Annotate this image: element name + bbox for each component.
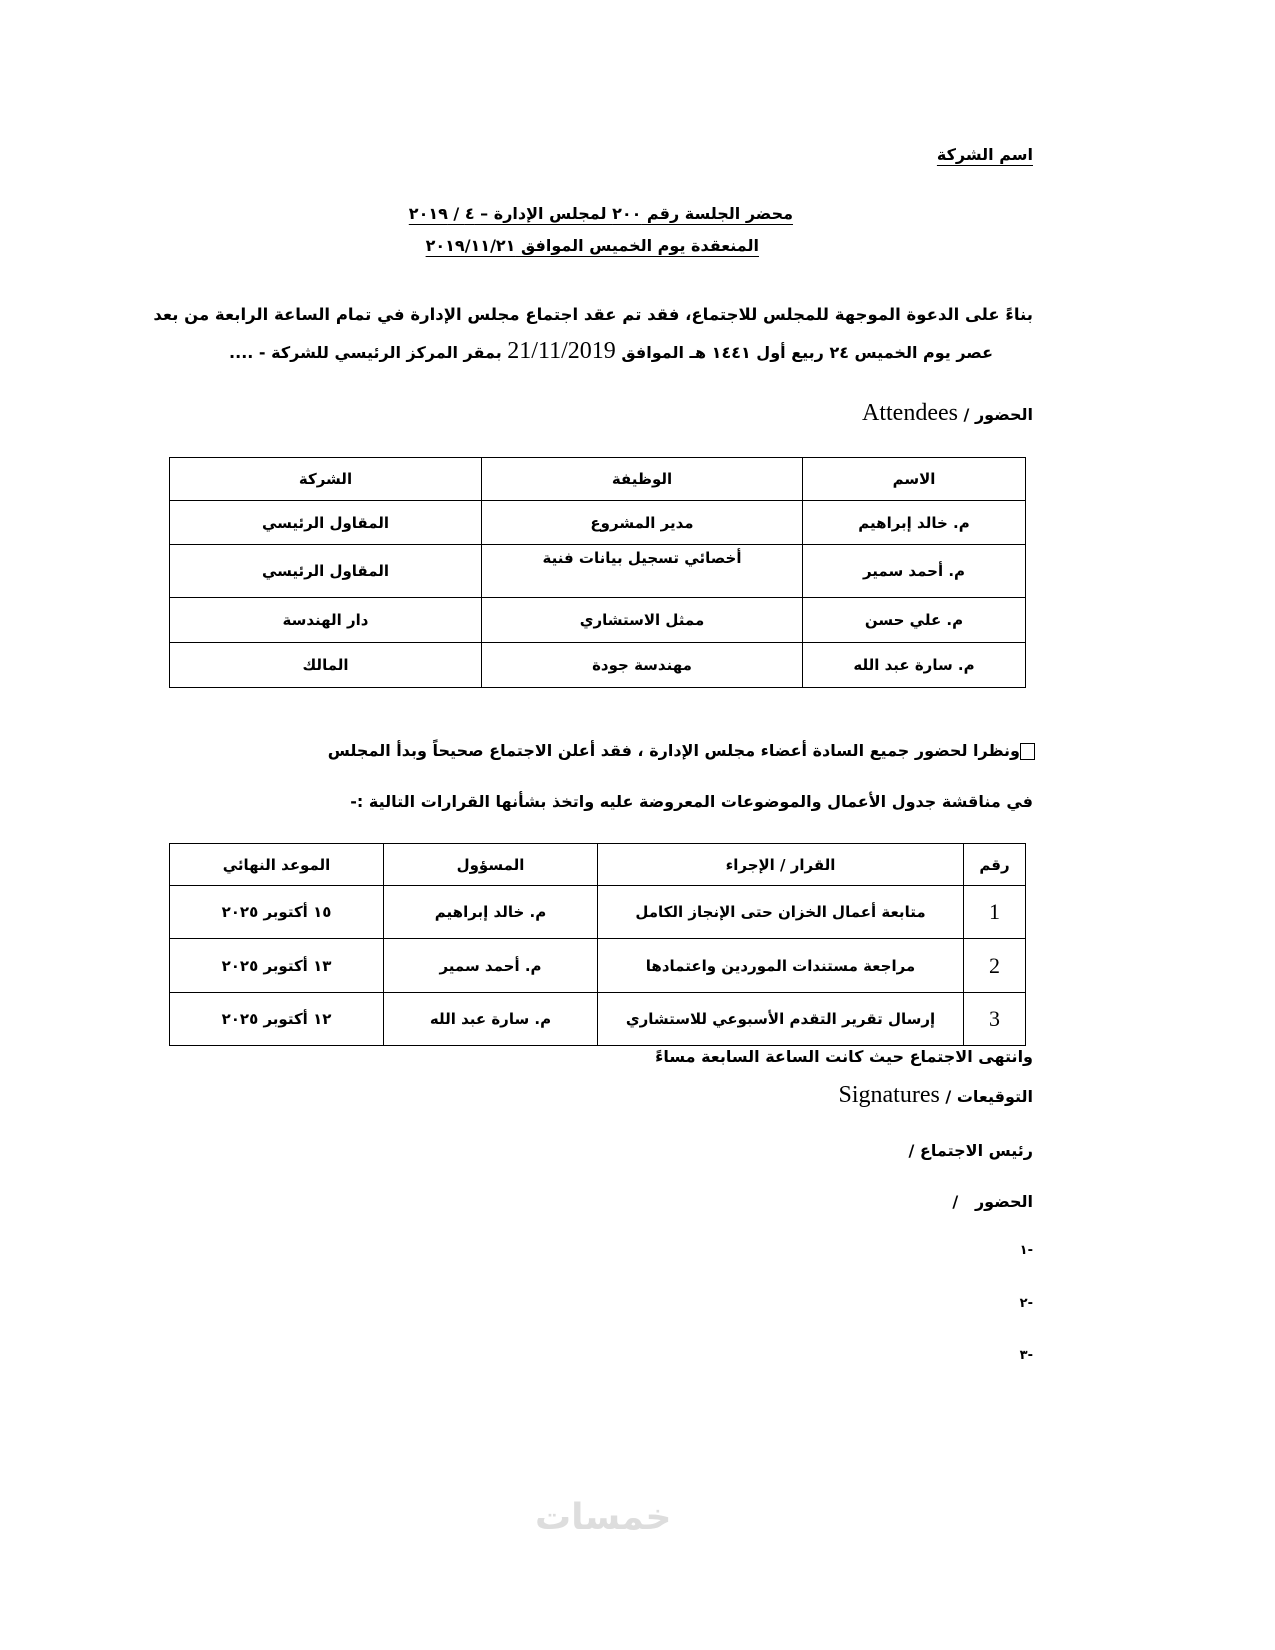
title-line-1: محضر الجلسة رقم ٢٠٠ لمجلس الإدارة – ٤ / ٢٠١٩ — [408, 204, 793, 223]
attendees-heading — [862, 400, 1033, 427]
cell: 1 — [964, 886, 1026, 939]
cell: المقاول الرئيسي — [170, 545, 482, 598]
cell: ١٢ أكتوبر ٢٠٢٥ — [170, 993, 384, 1046]
cell: إرسال تقرير التقدم الأسبوعي للاستشاري — [598, 993, 964, 1046]
intro-text-2: بمقر المركز الرئيسي للشركة - .... — [229, 343, 502, 362]
table-row — [170, 501, 1026, 545]
attendees-label-en: Attendees — [862, 400, 958, 426]
cell: م. سارة عبد الله — [384, 993, 598, 1046]
table-row — [170, 643, 1026, 688]
header-cell: الشركة — [170, 458, 482, 501]
attendees-table — [169, 457, 1026, 688]
decisions-table — [169, 843, 1026, 1046]
cell: دار الهندسة — [170, 598, 482, 643]
title-line-2: المنعقدة يوم الخميس الموافق ٢٠١٩/١١/٢١ — [425, 236, 759, 255]
signatures-label-en: Signatures — [838, 1082, 940, 1108]
attendees-label: الحضور / — [963, 405, 1033, 424]
cell: ١٣ أكتوبر ٢٠٢٥ — [170, 939, 384, 993]
cell: 2 — [964, 939, 1026, 993]
signatures-heading — [839, 1082, 1034, 1109]
attendance-label: الحضور / — [952, 1192, 1033, 1211]
intro-text: عصر يوم الخميس ٢٤ ربيع أول ١٤٤١ هـ الموافق — [621, 343, 993, 362]
header-cell: الاسم — [803, 458, 1026, 501]
table-header-row — [170, 458, 1026, 501]
signatures-label: التوقيعات / — [945, 1087, 1033, 1106]
intro-date: 21/11/2019 — [507, 338, 616, 364]
cell: م. خالد إبراهيم — [384, 886, 598, 939]
cell: مدير المشروع — [482, 501, 803, 545]
cell: المالك — [170, 643, 482, 688]
sign-line-2: -٢ — [1019, 1296, 1033, 1311]
table-row — [170, 939, 1026, 993]
quorum-line-1 — [328, 741, 1035, 760]
table-row — [170, 993, 1026, 1046]
header-cell: المسؤول — [384, 844, 598, 886]
header-cell: القرار / الإجراء — [598, 844, 964, 886]
table-row — [170, 598, 1026, 643]
cell: المقاول الرئيسي — [170, 501, 482, 545]
cell: متابعة أعمال الخزان حتى الإنجاز الكامل — [598, 886, 964, 939]
header-cell: رقم — [964, 844, 1026, 886]
sign-line-1: -١ — [1019, 1243, 1033, 1258]
table-row — [170, 886, 1026, 939]
table-row — [170, 545, 1026, 598]
cell: م. علي حسن — [803, 598, 1026, 643]
quorum-line-2: في مناقشة جدول الأعمال والموضوعات المعروضة عليه واتخذ بشأنها القرارات التالية :- — [350, 792, 1033, 811]
sign-line-3: -٣ — [1019, 1348, 1033, 1363]
intro-line-1: بناءً على الدعوة الموجهة للمجلس للاجتماع، فقد تم عقد اجتماع مجلس الإدارة في تمام الساعة الرابعة من بعد — [153, 305, 1033, 324]
cell: مهندسة جودة — [482, 643, 803, 688]
cell: م. سارة عبد الله — [803, 643, 1026, 688]
cell: م. أحمد سمير — [384, 939, 598, 993]
watermark-logo: خمسات — [535, 1497, 672, 1538]
header-cell: الموعد النهائي — [170, 844, 384, 886]
quorum-text: ونظرا لحضور جميع السادة أعضاء مجلس الإدارة ، فقد أعلن الاجتماع صحيحاً وبدأ المجلس — [327, 741, 1020, 760]
cell: أخصائي تسجيل بيانات فنية — [482, 545, 803, 598]
intro-line-2 — [229, 338, 993, 365]
cell: م. خالد إبراهيم — [803, 501, 1026, 545]
cell: م. أحمد سمير — [803, 545, 1026, 598]
checkbox-icon — [1020, 743, 1035, 760]
cell: ١٥ أكتوبر ٢٠٢٥ — [170, 886, 384, 939]
cell: مراجعة مستندات الموردين واعتمادها — [598, 939, 964, 993]
cell: ممثل الاستشاري — [482, 598, 803, 643]
closing-text: وانتهى الاجتماع حيث كانت الساعة السابعة مساءً — [655, 1047, 1033, 1066]
cell: 3 — [964, 993, 1026, 1046]
table-header-row — [170, 844, 1026, 886]
company-name: اسم الشركة — [936, 145, 1033, 164]
header-cell: الوظيفة — [482, 458, 803, 501]
chair-label: رئيس الاجتماع / — [908, 1141, 1033, 1160]
